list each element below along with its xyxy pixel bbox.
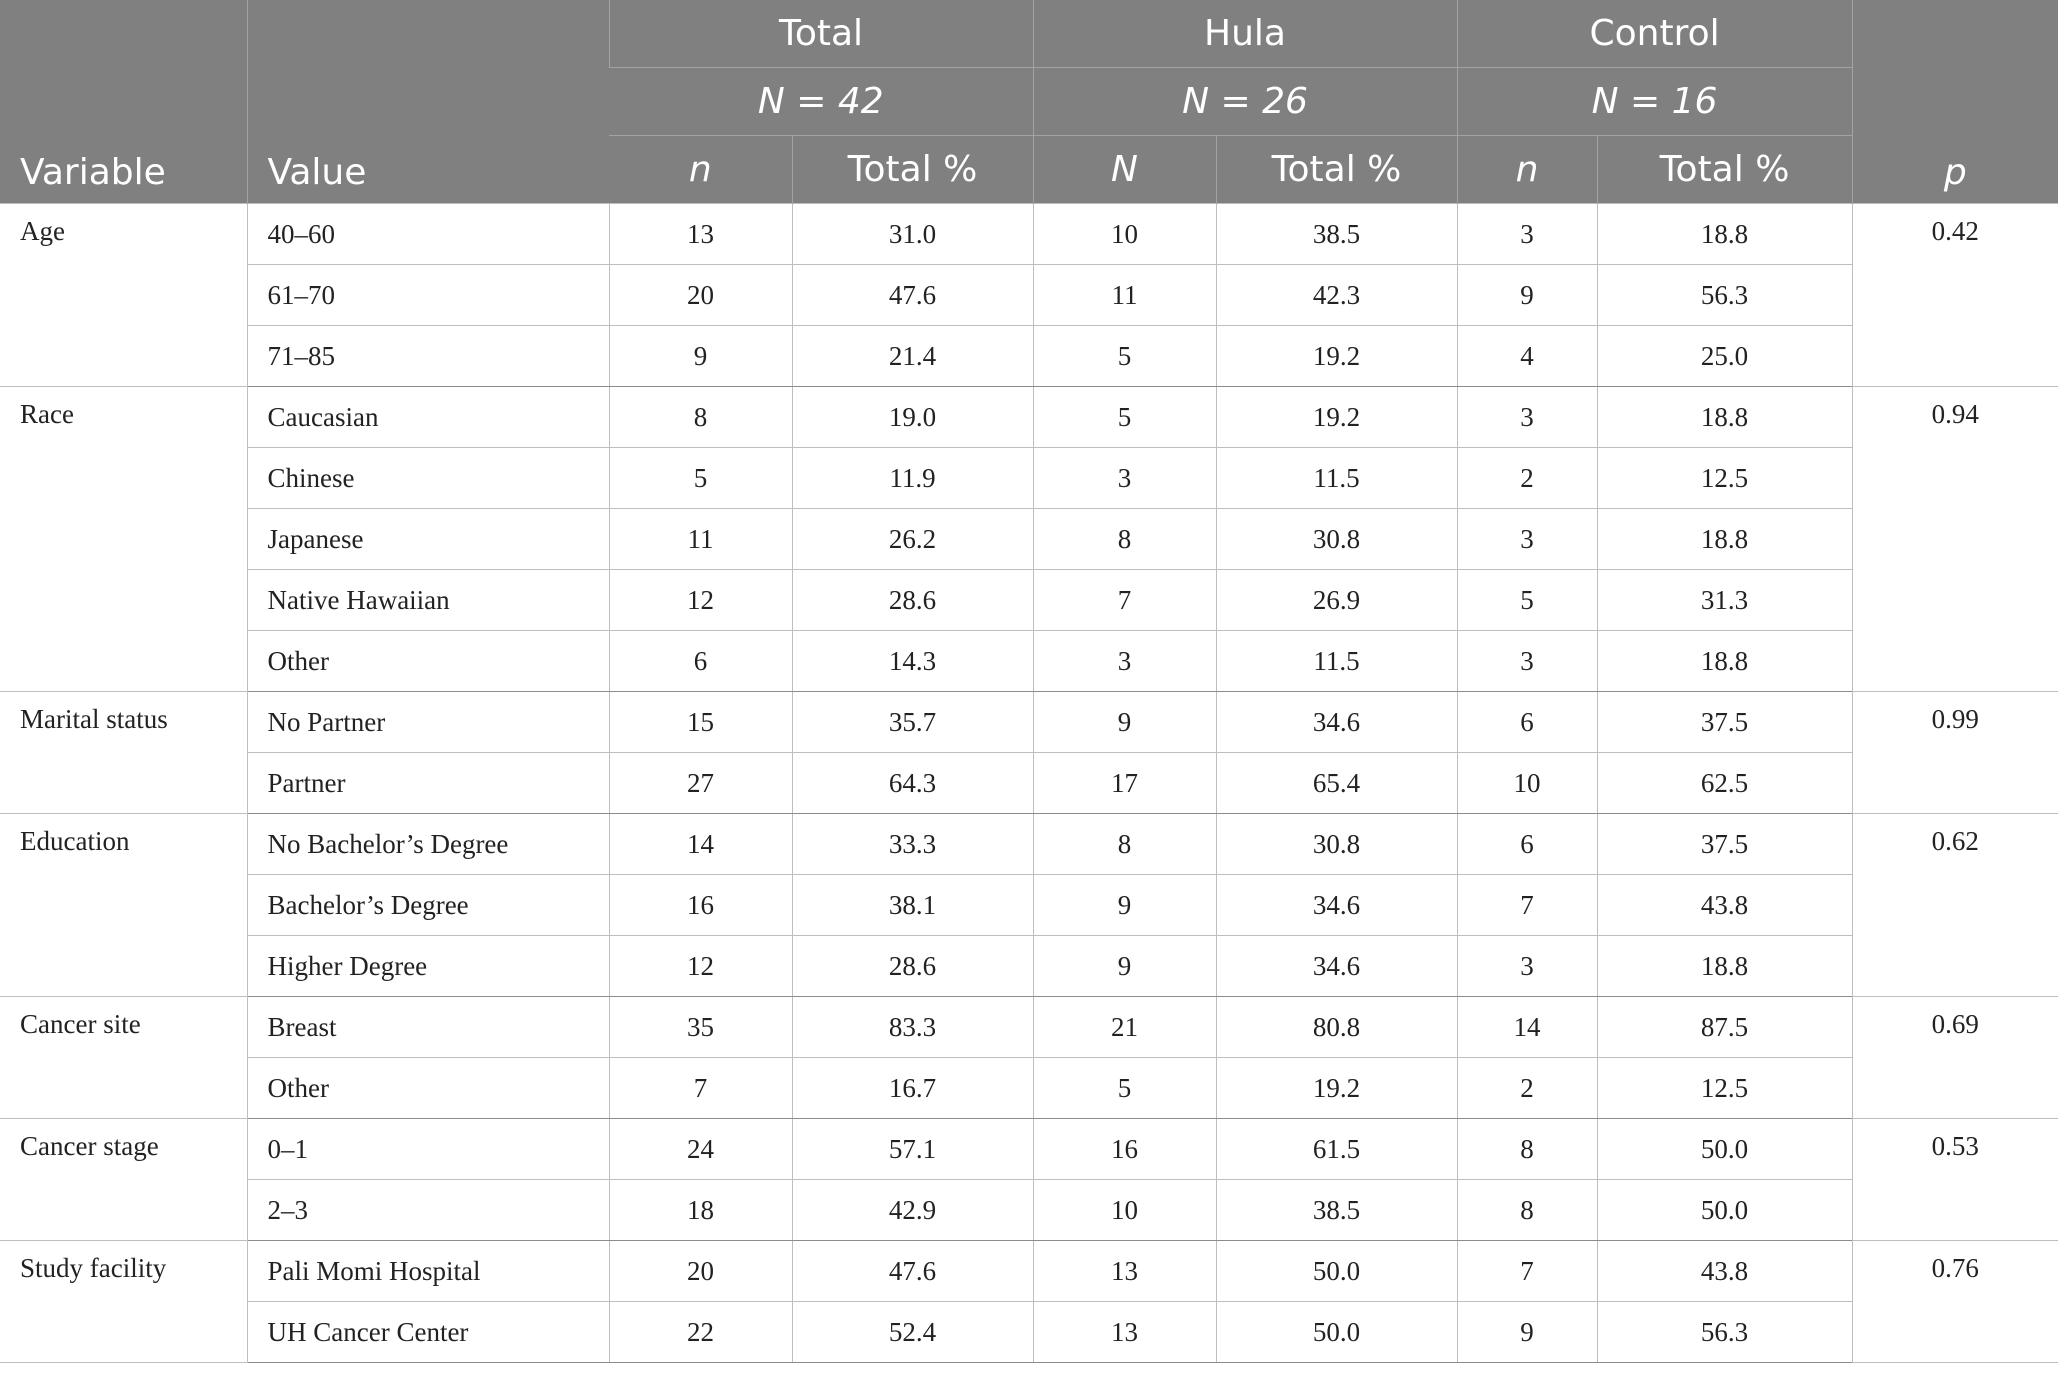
count-cell: 3: [1457, 936, 1597, 997]
table-row: [0, 631, 2058, 692]
variable-cell: Cancer stage: [0, 1119, 247, 1241]
p-value-cell: 0.99: [1852, 692, 2058, 814]
count-cell: 3: [1457, 387, 1597, 448]
percent-cell: 50.0: [1597, 1180, 1852, 1241]
variable-column-header: Variable: [0, 0, 247, 204]
total-percent-header: Total %: [792, 136, 1033, 204]
percent-cell: 43.8: [1597, 875, 1852, 936]
table-header: [0, 0, 2058, 204]
percent-cell: 38.5: [1216, 1180, 1457, 1241]
value-cell: Pali Momi Hospital: [247, 1241, 609, 1302]
control-count-header: n: [1457, 136, 1597, 204]
count-cell: 6: [1457, 814, 1597, 875]
count-cell: 10: [1457, 753, 1597, 814]
table-body: [0, 204, 2058, 1363]
group-header-control: Control: [1457, 0, 1852, 68]
value-column-header: Value: [247, 0, 609, 204]
count-cell: 5: [609, 448, 792, 509]
percent-cell: 65.4: [1216, 753, 1457, 814]
percent-cell: 42.3: [1216, 265, 1457, 326]
group-header-hula: Hula: [1033, 0, 1457, 68]
count-cell: 4: [1457, 326, 1597, 387]
percent-cell: 56.3: [1597, 1302, 1852, 1363]
percent-cell: 50.0: [1216, 1241, 1457, 1302]
percent-cell: 31.3: [1597, 570, 1852, 631]
table-row: [0, 509, 2058, 570]
percent-cell: 47.6: [792, 265, 1033, 326]
value-cell: Breast: [247, 997, 609, 1058]
table-row: [0, 326, 2058, 387]
table-row: [0, 936, 2058, 997]
count-cell: 8: [1457, 1180, 1597, 1241]
count-cell: 2: [1457, 1058, 1597, 1119]
percent-cell: 83.3: [792, 997, 1033, 1058]
percent-cell: 50.0: [1597, 1119, 1852, 1180]
percent-cell: 56.3: [1597, 265, 1852, 326]
percent-cell: 14.3: [792, 631, 1033, 692]
group-n-control: N = 16: [1457, 68, 1852, 136]
value-cell: UH Cancer Center: [247, 1302, 609, 1363]
value-cell: Partner: [247, 753, 609, 814]
count-cell: 2: [1457, 448, 1597, 509]
table-row: [0, 570, 2058, 631]
count-cell: 13: [1033, 1241, 1216, 1302]
percent-cell: 16.7: [792, 1058, 1033, 1119]
count-cell: 22: [609, 1302, 792, 1363]
percent-cell: 38.1: [792, 875, 1033, 936]
count-cell: 8: [1033, 509, 1216, 570]
count-cell: 5: [1033, 326, 1216, 387]
table-row: [0, 448, 2058, 509]
percent-cell: 18.8: [1597, 204, 1852, 265]
count-cell: 8: [1457, 1119, 1597, 1180]
value-cell: Higher Degree: [247, 936, 609, 997]
value-cell: Bachelor’s Degree: [247, 875, 609, 936]
count-cell: 3: [1457, 509, 1597, 570]
variable-cell: Cancer site: [0, 997, 247, 1119]
p-column-header: p: [1852, 0, 2058, 204]
count-cell: 7: [1457, 1241, 1597, 1302]
count-cell: 5: [1033, 1058, 1216, 1119]
percent-cell: 12.5: [1597, 448, 1852, 509]
table-row: [0, 1302, 2058, 1363]
table-row: [0, 1119, 2058, 1180]
percent-cell: 33.3: [792, 814, 1033, 875]
percent-cell: 34.6: [1216, 875, 1457, 936]
table-row: [0, 692, 2058, 753]
table-row: [0, 265, 2058, 326]
count-cell: 7: [1457, 875, 1597, 936]
count-cell: 24: [609, 1119, 792, 1180]
percent-cell: 19.2: [1216, 326, 1457, 387]
table-row: [0, 1241, 2058, 1302]
count-cell: 16: [609, 875, 792, 936]
percent-cell: 64.3: [792, 753, 1033, 814]
variable-cell: Marital status: [0, 692, 247, 814]
percent-cell: 28.6: [792, 570, 1033, 631]
percent-cell: 26.2: [792, 509, 1033, 570]
count-cell: 6: [1457, 692, 1597, 753]
percent-cell: 12.5: [1597, 1058, 1852, 1119]
value-cell: Chinese: [247, 448, 609, 509]
percent-cell: 47.6: [792, 1241, 1033, 1302]
percent-cell: 11.5: [1216, 448, 1457, 509]
percent-cell: 25.0: [1597, 326, 1852, 387]
count-cell: 17: [1033, 753, 1216, 814]
count-cell: 10: [1033, 1180, 1216, 1241]
value-cell: Other: [247, 631, 609, 692]
percent-cell: 18.8: [1597, 509, 1852, 570]
percent-cell: 30.8: [1216, 509, 1457, 570]
percent-cell: 34.6: [1216, 692, 1457, 753]
count-cell: 20: [609, 265, 792, 326]
percent-cell: 42.9: [792, 1180, 1033, 1241]
percent-cell: 52.4: [792, 1302, 1033, 1363]
percent-cell: 11.5: [1216, 631, 1457, 692]
group-header-total: Total: [609, 0, 1033, 68]
table-row: [0, 997, 2058, 1058]
percent-cell: 19.2: [1216, 387, 1457, 448]
count-cell: 3: [1033, 448, 1216, 509]
value-cell: 61–70: [247, 265, 609, 326]
count-cell: 3: [1457, 631, 1597, 692]
count-cell: 18: [609, 1180, 792, 1241]
percent-cell: 30.8: [1216, 814, 1457, 875]
table-row: [0, 387, 2058, 448]
count-cell: 9: [1033, 692, 1216, 753]
percent-cell: 18.8: [1597, 631, 1852, 692]
variable-cell: Age: [0, 204, 247, 387]
percent-cell: 21.4: [792, 326, 1033, 387]
variable-cell: Race: [0, 387, 247, 692]
count-cell: 7: [1033, 570, 1216, 631]
percent-cell: 34.6: [1216, 936, 1457, 997]
count-cell: 12: [609, 936, 792, 997]
count-cell: 9: [1033, 936, 1216, 997]
count-cell: 15: [609, 692, 792, 753]
percent-cell: 26.9: [1216, 570, 1457, 631]
value-cell: No Partner: [247, 692, 609, 753]
percent-cell: 18.8: [1597, 936, 1852, 997]
percent-cell: 43.8: [1597, 1241, 1852, 1302]
percent-cell: 31.0: [792, 204, 1033, 265]
count-cell: 9: [1033, 875, 1216, 936]
percent-cell: 19.0: [792, 387, 1033, 448]
count-cell: 21: [1033, 997, 1216, 1058]
count-cell: 5: [1033, 387, 1216, 448]
count-cell: 11: [1033, 265, 1216, 326]
count-cell: 11: [609, 509, 792, 570]
count-cell: 3: [1033, 631, 1216, 692]
percent-cell: 35.7: [792, 692, 1033, 753]
value-cell: 71–85: [247, 326, 609, 387]
control-percent-header: Total %: [1597, 136, 1852, 204]
percent-cell: 19.2: [1216, 1058, 1457, 1119]
group-n-total: N = 42: [609, 68, 1033, 136]
count-cell: 10: [1033, 204, 1216, 265]
count-cell: 3: [1457, 204, 1597, 265]
count-cell: 9: [1457, 265, 1597, 326]
table-row: [0, 1058, 2058, 1119]
variable-cell: Education: [0, 814, 247, 997]
percent-cell: 87.5: [1597, 997, 1852, 1058]
count-cell: 16: [1033, 1119, 1216, 1180]
percent-cell: 11.9: [792, 448, 1033, 509]
percent-cell: 62.5: [1597, 753, 1852, 814]
value-cell: Japanese: [247, 509, 609, 570]
hula-count-header: N: [1033, 136, 1216, 204]
count-cell: 27: [609, 753, 792, 814]
value-cell: 40–60: [247, 204, 609, 265]
p-value-cell: 0.69: [1852, 997, 2058, 1119]
variable-cell: Study facility: [0, 1241, 247, 1363]
percent-cell: 28.6: [792, 936, 1033, 997]
value-cell: Native Hawaiian: [247, 570, 609, 631]
value-cell: Other: [247, 1058, 609, 1119]
count-cell: 8: [609, 387, 792, 448]
percent-cell: 37.5: [1597, 814, 1852, 875]
percent-cell: 57.1: [792, 1119, 1033, 1180]
count-cell: 14: [609, 814, 792, 875]
count-cell: 5: [1457, 570, 1597, 631]
p-value-cell: 0.94: [1852, 387, 2058, 692]
value-cell: 0–1: [247, 1119, 609, 1180]
percent-cell: 61.5: [1216, 1119, 1457, 1180]
value-cell: No Bachelor’s Degree: [247, 814, 609, 875]
table-row: [0, 1180, 2058, 1241]
count-cell: 20: [609, 1241, 792, 1302]
table-row: [0, 814, 2058, 875]
table-row: [0, 875, 2058, 936]
percent-cell: 18.8: [1597, 387, 1852, 448]
count-cell: 6: [609, 631, 792, 692]
count-cell: 7: [609, 1058, 792, 1119]
count-cell: 8: [1033, 814, 1216, 875]
count-cell: 14: [1457, 997, 1597, 1058]
percent-cell: 37.5: [1597, 692, 1852, 753]
p-value-cell: 0.42: [1852, 204, 2058, 387]
count-cell: 12: [609, 570, 792, 631]
percent-cell: 38.5: [1216, 204, 1457, 265]
percent-cell: 80.8: [1216, 997, 1457, 1058]
total-count-header: n: [609, 136, 792, 204]
table-row: [0, 753, 2058, 814]
p-value-cell: 0.76: [1852, 1241, 2058, 1363]
p-value-cell: 0.62: [1852, 814, 2058, 997]
count-cell: 9: [1457, 1302, 1597, 1363]
count-cell: 35: [609, 997, 792, 1058]
hula-percent-header: Total %: [1216, 136, 1457, 204]
value-cell: 2–3: [247, 1180, 609, 1241]
value-cell: Caucasian: [247, 387, 609, 448]
group-n-hula: N = 26: [1033, 68, 1457, 136]
count-cell: 13: [1033, 1302, 1216, 1363]
p-value-cell: 0.53: [1852, 1119, 2058, 1241]
count-cell: 9: [609, 326, 792, 387]
count-cell: 13: [609, 204, 792, 265]
percent-cell: 50.0: [1216, 1302, 1457, 1363]
table-row: [0, 204, 2058, 265]
